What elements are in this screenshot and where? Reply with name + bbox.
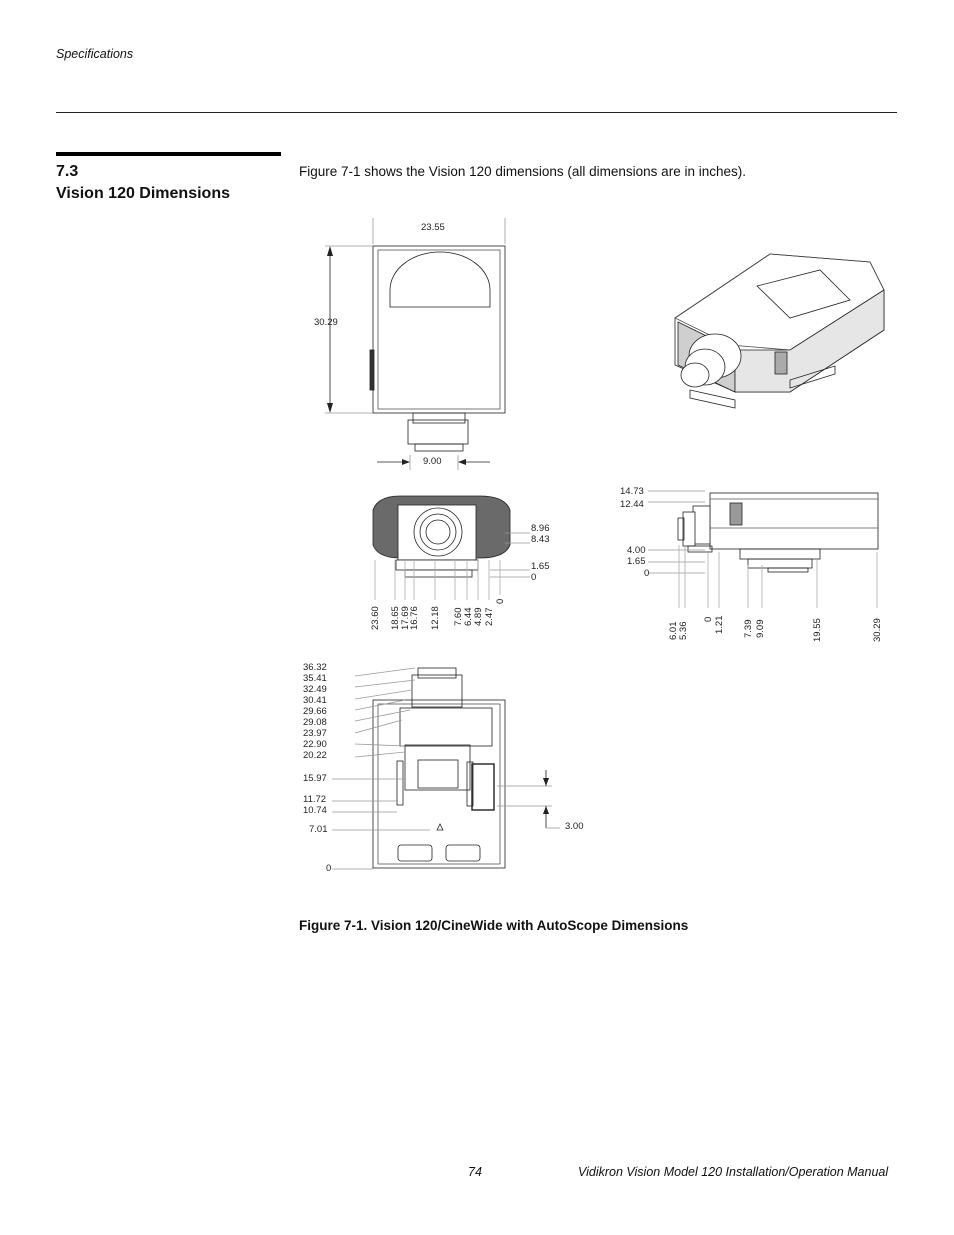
bottom-right-label: 3.00: [565, 821, 584, 832]
bottom-left-label: 7.01: [309, 824, 328, 835]
front-right-label: 8.43: [531, 534, 550, 545]
bottom-left-label: 15.97: [303, 773, 327, 784]
front-right-label: 8.96: [531, 523, 550, 534]
side-bottom-label: 5.36: [678, 621, 689, 640]
side-view-drawing: [648, 491, 878, 608]
front-bottom-label: 17.69: [400, 606, 411, 630]
side-left-label: 12.44: [620, 499, 644, 510]
page-number: 74: [468, 1165, 482, 1179]
side-bottom-label: 19.55: [812, 618, 823, 642]
front-bottom-label: 4.89: [473, 607, 484, 626]
perspective-view-drawing: [675, 254, 884, 408]
side-bottom-label: 9.09: [755, 619, 766, 638]
bottom-left-label: 11.72: [303, 794, 327, 805]
bottom-left-label: 35.41: [303, 673, 327, 684]
side-left-label: 1.65: [627, 556, 646, 567]
lens-width-label: 9.00: [423, 456, 442, 467]
front-right-label: 0: [531, 572, 537, 583]
bottom-left-label: 36.32: [303, 662, 327, 673]
figure-caption: Figure 7-1. Vision 120/CineWide with AutoScope Dimensions: [299, 918, 689, 933]
bottom-left-label: 10.74: [303, 805, 327, 816]
side-bottom-label: 7.39: [743, 619, 754, 638]
bottom-view-drawing: [332, 668, 560, 869]
front-right-label: 1.65: [531, 561, 550, 572]
front-view-drawing: [373, 496, 530, 600]
front-bottom-label: 16.76: [409, 606, 420, 630]
bottom-left-label: 0: [326, 863, 332, 874]
front-bottom-label: 23.60: [370, 606, 381, 630]
top-depth-label: 30.29: [314, 317, 338, 328]
top-width-label: 23.55: [421, 222, 445, 233]
side-bottom-label: 6.01: [668, 621, 679, 640]
front-bottom-label: 12.18: [430, 606, 441, 630]
bottom-left-label: 29.08: [303, 717, 327, 728]
side-left-label: 4.00: [627, 545, 646, 556]
bottom-left-label: 32.49: [303, 684, 327, 695]
side-bottom-label: 1.21: [714, 615, 725, 634]
front-bottom-label: 18.65: [390, 606, 401, 630]
bottom-left-label: 22.90: [303, 739, 327, 750]
front-bottom-label: 0: [495, 598, 506, 604]
manual-title: Vidikron Vision Model 120 Installation/Operation Manual: [578, 1165, 889, 1179]
bottom-left-label: 20.22: [303, 750, 327, 761]
bottom-left-label: 23.97: [303, 728, 327, 739]
side-bottom-label: 30.29: [872, 618, 883, 642]
side-left-label: 0: [644, 568, 650, 579]
bottom-left-label: 29.66: [303, 706, 327, 717]
side-bottom-label: 0: [703, 616, 714, 622]
bottom-left-label: 30.41: [303, 695, 327, 706]
section-title: Vision 120 Dimensions: [56, 185, 230, 202]
top-view-drawing: [325, 218, 505, 470]
front-bottom-label: 2.47: [484, 607, 495, 626]
running-header: Specifications: [56, 47, 134, 61]
side-left-label: 14.73: [620, 486, 644, 497]
section-number: 7.3: [56, 163, 79, 180]
front-bottom-label: 6.44: [463, 607, 474, 626]
intro-paragraph: Figure 7-1 shows the Vision 120 dimensions (all dimensions are in inches).: [299, 164, 746, 179]
front-bottom-label: 7.60: [453, 607, 464, 626]
